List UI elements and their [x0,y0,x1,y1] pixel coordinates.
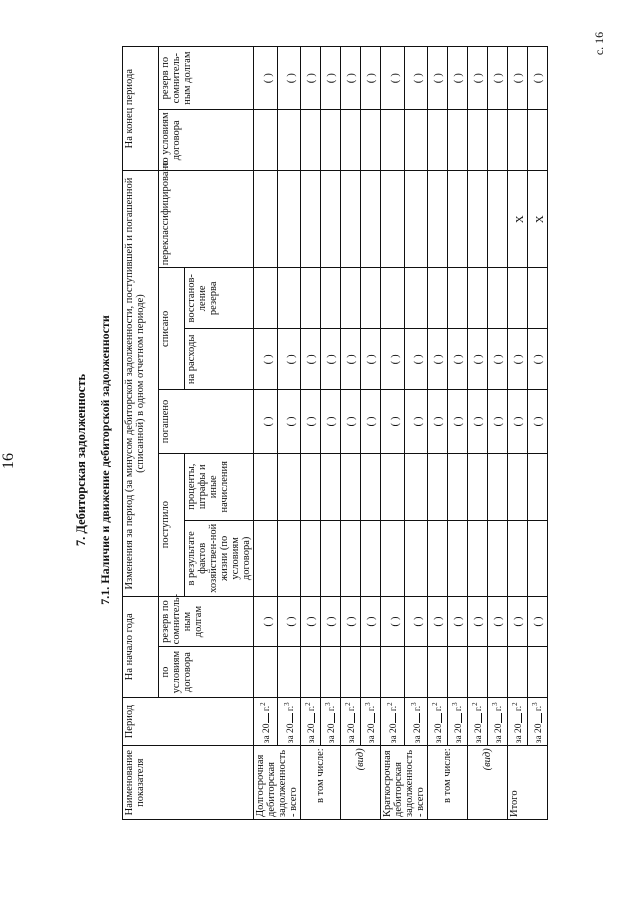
parenthesis-placeholder: ( ) [321,47,341,110]
col-end: На конец периода [123,47,159,171]
parenthesis-placeholder: ( ) [508,47,528,110]
parenthesis-placeholder: ( ) [488,329,508,390]
parenthesis-placeholder: ( ) [341,47,361,110]
col-written-off: списано [159,268,185,390]
period-cell: за 20 г.$^2$ [381,697,405,745]
period-cell: за 20 г.$^3$ [321,697,341,745]
parenthesis-placeholder: ( ) [254,329,278,390]
page-number: 16 [0,453,17,469]
period-cell: за 20 г.$^2$ [301,697,321,745]
parenthesis-placeholder: ( ) [528,596,548,647]
col-changes: Изменения за период (за минусом дебиторской задолженности, поступившей и погашенной (списанной) в одном отчетном периоде) [123,171,159,596]
parenthesis-placeholder: ( ) [488,390,508,453]
col-interest: проценты, штрафы и иные начисления [185,453,254,520]
row-kind: (вид) [341,746,381,820]
row-long-term: Долгосрочная дебиторская задолженность - всего [254,746,301,820]
parenthesis-placeholder: ( ) [508,596,528,647]
parenthesis-placeholder: ( ) [301,329,321,390]
period-cell: за 20 г.$^2$ [468,697,488,745]
row-kind: (вид) [468,746,508,820]
parenthesis-placeholder: ( ) [448,47,468,110]
col-start: На начало года [123,596,159,697]
col-restore: восстанов-ление резерва [185,268,254,329]
parenthesis-placeholder: ( ) [277,390,301,453]
parenthesis-placeholder: ( ) [361,329,381,390]
parenthesis-placeholder: ( ) [254,596,278,647]
parenthesis-placeholder: ( ) [254,390,278,453]
parenthesis-placeholder: ( ) [381,390,405,453]
period-cell: за 20 г.$^3$ [361,697,381,745]
period-cell: за 20 г.$^3$ [528,697,548,745]
period-cell: за 20 г.$^2$ [254,697,278,745]
parenthesis-placeholder: ( ) [488,47,508,110]
parenthesis-placeholder: ( ) [448,596,468,647]
parenthesis-placeholder: ( ) [361,47,381,110]
parenthesis-placeholder: ( ) [404,390,428,453]
parenthesis-placeholder: ( ) [321,596,341,647]
parenthesis-placeholder: ( ) [468,329,488,390]
col-received: поступило [159,453,185,596]
parenthesis-placeholder: ( ) [277,47,301,110]
col-start-contract: по условиям договора [159,647,254,698]
parenthesis-placeholder: ( ) [428,329,448,390]
parenthesis-placeholder: ( ) [341,329,361,390]
parenthesis-placeholder: ( ) [508,390,528,453]
parenthesis-placeholder: ( ) [528,47,548,110]
parenthesis-placeholder: ( ) [361,390,381,453]
subsection-title: 7.1. Наличие и движение дебиторской задолженности [98,315,112,605]
parenthesis-placeholder: ( ) [321,329,341,390]
parenthesis-placeholder: ( ) [381,329,405,390]
period-cell: за 20 г.$^3$ [277,697,301,745]
period-cell: за 20 г.$^3$ [404,697,428,745]
parenthesis-placeholder: ( ) [528,390,548,453]
row-including: в том числе: [428,746,468,820]
parenthesis-placeholder: ( ) [468,47,488,110]
receivables-table [122,46,548,820]
parenthesis-placeholder: ( ) [277,329,301,390]
parenthesis-placeholder: ( ) [404,47,428,110]
parenthesis-placeholder: ( ) [341,390,361,453]
parenthesis-placeholder: ( ) [428,47,448,110]
parenthesis-placeholder: ( ) [301,596,321,647]
cross-mark: X [508,171,528,268]
parenthesis-placeholder: ( ) [277,596,301,647]
col-to-expenses: на расходы [185,329,254,390]
parenthesis-placeholder: ( ) [448,390,468,453]
parenthesis-placeholder: ( ) [428,390,448,453]
parenthesis-placeholder: ( ) [528,329,548,390]
row-including: в том числе: [301,746,341,820]
parenthesis-placeholder: ( ) [508,329,528,390]
parenthesis-placeholder: ( ) [448,329,468,390]
parenthesis-placeholder: ( ) [488,596,508,647]
period-cell: за 20 г.$^2$ [428,697,448,745]
parenthesis-placeholder: ( ) [404,329,428,390]
parenthesis-placeholder: ( ) [254,47,278,110]
period-cell: за 20 г.$^3$ [448,697,468,745]
parenthesis-placeholder: ( ) [381,47,405,110]
parenthesis-placeholder: ( ) [468,596,488,647]
parenthesis-placeholder: ( ) [381,596,405,647]
parenthesis-placeholder: ( ) [341,596,361,647]
col-repaid: погашено [159,390,254,453]
col-end-reserve: резерв по сомнитель-ным долгам [159,47,254,110]
col-start-reserve: резерв по сомнитель-ным долгам [159,596,254,647]
parenthesis-placeholder: ( ) [301,47,321,110]
col-end-contract: по условиям договора [159,110,254,171]
row-total: Итого [508,746,548,820]
col-business: в результате фактов хозяйствен-ной жизни (по условиям договора) [185,520,254,596]
parenthesis-placeholder: ( ) [361,596,381,647]
period-cell: за 20 г.$^2$ [508,697,528,745]
row-short-term: Краткосрочная дебиторская задолженность - всего [381,746,428,820]
parenthesis-placeholder: ( ) [428,596,448,647]
cross-mark: X [528,171,548,268]
corner-page-number: с. 16 [592,31,607,56]
period-cell: за 20 г.$^3$ [488,697,508,745]
col-period: Период [123,697,254,745]
section-title: 7. Дебиторская задолженность [74,373,88,547]
col-reclass: переклассифицировано [159,171,254,268]
parenthesis-placeholder: ( ) [468,390,488,453]
parenthesis-placeholder: ( ) [404,596,428,647]
parenthesis-placeholder: ( ) [301,390,321,453]
parenthesis-placeholder: ( ) [321,390,341,453]
period-cell: за 20 г.$^2$ [341,697,361,745]
col-name: Наименование показателя [123,746,254,820]
